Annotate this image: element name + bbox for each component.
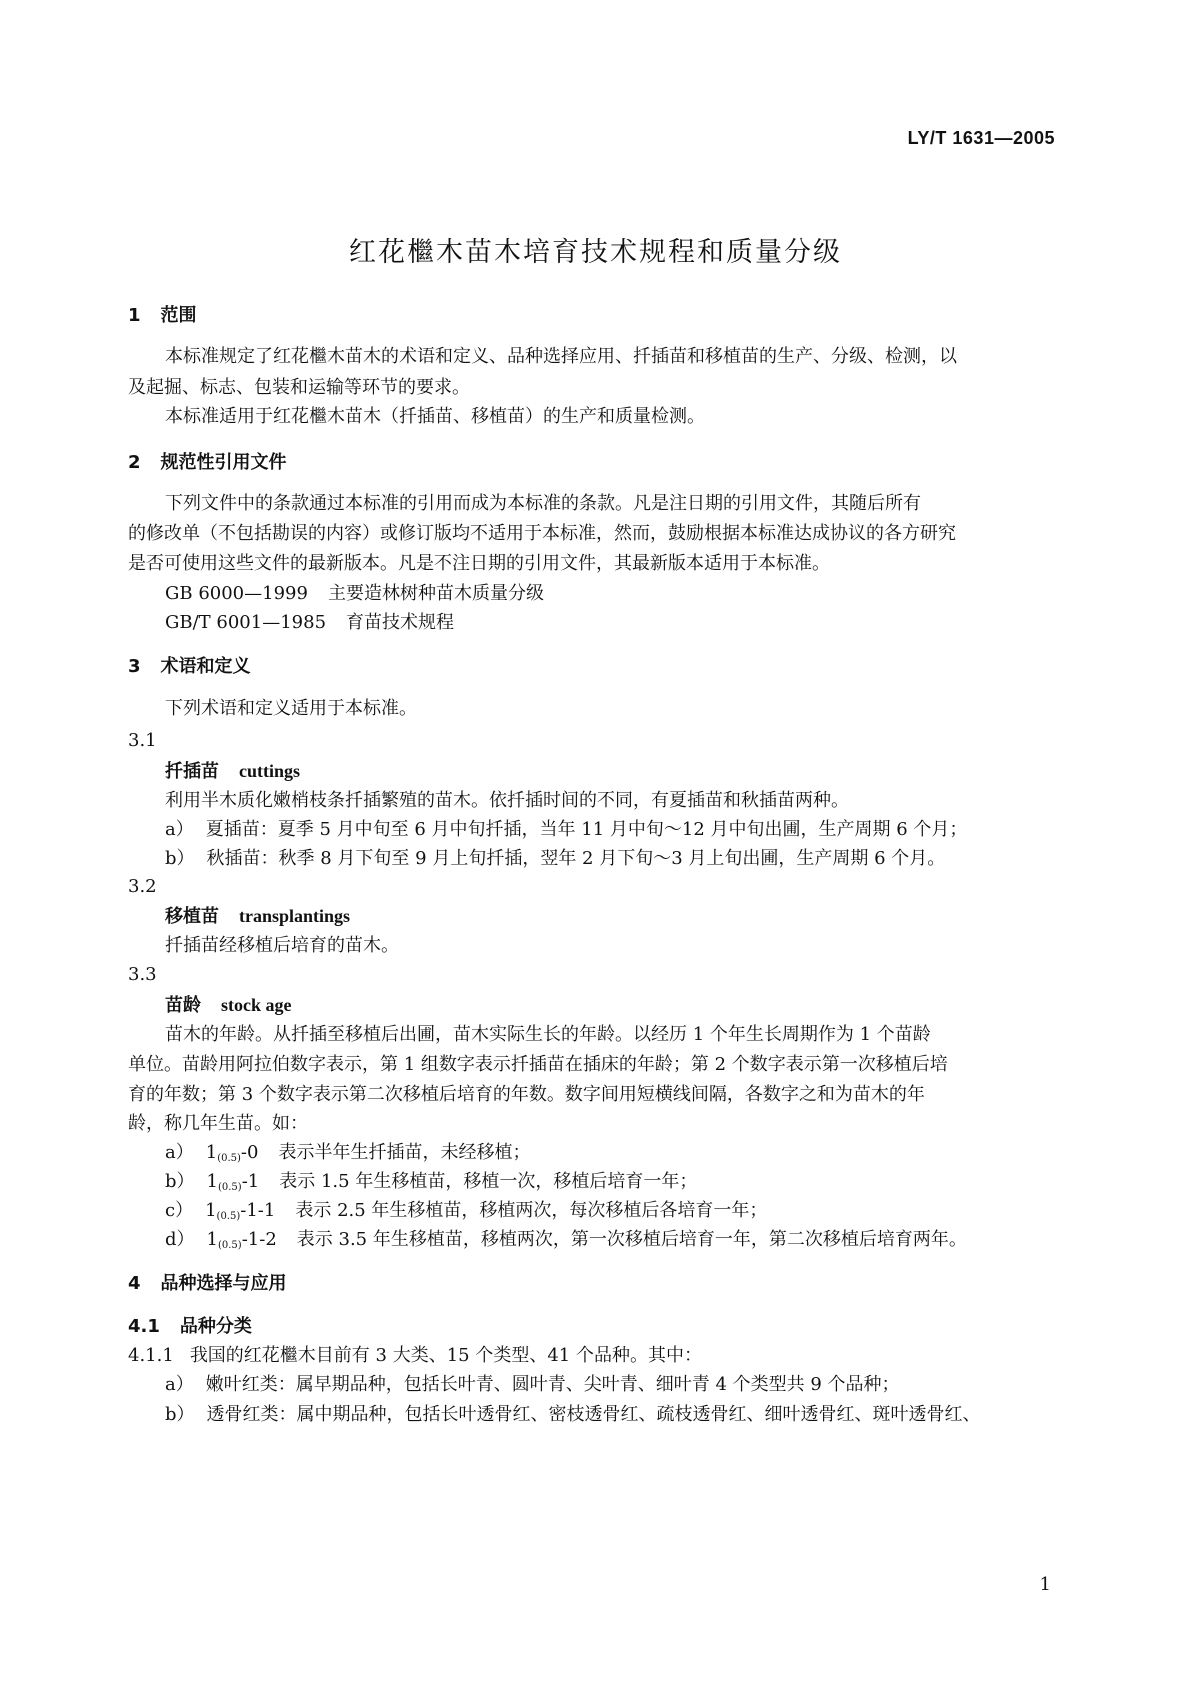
section-3-intro: 下列术语和定义适用于本标准。 — [165, 698, 417, 719]
list-item-text: 表示 1.5 年生移植苗，移植一次，移植后培育一年； — [279, 1171, 698, 1192]
term-3-1-en: cuttings — [239, 761, 301, 781]
section-2-para-line2: 的修改单（不包括勘误的内容）或修订版均不适用于本标准，然而，鼓励根据本标准达成协议的各方研究 — [128, 523, 956, 544]
section-4-heading — [128, 1273, 287, 1295]
stock-age-formula: $1_{(0.5)}-1-2$ — [206, 1229, 277, 1251]
section-3-title: 术语和定义 — [160, 656, 251, 677]
section-2-title: 规范性引用文件 — [160, 452, 287, 473]
reference-code: GB/T 6001—1985 — [165, 612, 327, 633]
section-4-number: 4 — [128, 1273, 141, 1294]
term-3-1-definition: 利用半木质化嫩梢枝条扦插繁殖的苗木。依扦插时间的不同，有夏插苗和秋插苗两种。 — [165, 790, 849, 811]
section-4-1-heading — [128, 1316, 252, 1338]
stock-age-formula: $1_{(0.5)}-0$ — [205, 1142, 259, 1164]
list-item-label: b） — [165, 1404, 195, 1425]
reference-title: 主要造林树种苗木质量分级 — [327, 583, 544, 604]
list-item-text: 透骨红类：属中期品种，包括长叶透骨红、密枝透骨红、疏枝透骨红、细叶透骨红、斑叶透骨红、 — [206, 1404, 981, 1425]
section-2-heading — [128, 452, 287, 474]
section-4-1-number: 4.1 — [128, 1316, 160, 1337]
term-3-2-number: 3.2 — [128, 876, 157, 897]
term-3-3-en: stock age — [221, 995, 292, 1015]
list-item-label: d） — [165, 1229, 195, 1250]
section-2-para-line3: 是否可使用这些文件的最新版本。凡是不注日期的引用文件，其最新版本适用于本标准。 — [128, 553, 830, 574]
section-1-para1-line1: 本标准规定了红花檵木苗木的术语和定义、品种选择应用、扦插苗和移植苗的生产、分级、检测，以 — [165, 346, 957, 367]
reference-item — [165, 583, 544, 605]
section-4-1-1-text: 我国的红花檵木目前有 3 大类、15 个类型、41 个品种。其中： — [189, 1345, 702, 1366]
section-2-para-line1: 下列文件中的条款通过本标准的引用而成为本标准的条款。凡是注日期的引用文件，其随后所有 — [165, 493, 921, 514]
list-item — [165, 1200, 767, 1228]
list-item-text: 嫩叶红类：属早期品种，包括长叶青、圆叶青、尖叶青、细叶青 4 个类型共 9 个品种； — [205, 1374, 900, 1395]
reference-item — [165, 612, 454, 634]
term-3-2-en: transplantings — [239, 906, 351, 926]
section-4-title: 品种选择与应用 — [160, 1273, 287, 1294]
list-item-label: a） — [165, 1374, 194, 1395]
section-1-heading — [128, 305, 197, 327]
term-3-3-number: 3.3 — [128, 964, 157, 985]
term-3-3-heading — [165, 994, 292, 1017]
list-item — [165, 1142, 530, 1170]
page-number: 1 — [1039, 1574, 1051, 1595]
term-3-3-definition-line2: 单位。苗龄用阿拉伯数字表示，第 1 组数字表示扦插苗在插床的年龄；第 2 个数字表示第一次移植后培 — [128, 1054, 948, 1075]
list-item-text: 表示 2.5 年生移植苗，移植两次，每次移植后各培育一年； — [295, 1200, 768, 1221]
section-1-number: 1 — [128, 305, 141, 326]
list-item — [165, 1171, 697, 1199]
reference-code: GB 6000—1999 — [165, 583, 308, 604]
section-4-1-1-number: 4.1.1 — [128, 1345, 174, 1366]
list-item-text: 表示半年生扦插苗，未经移植； — [278, 1142, 531, 1163]
list-item — [165, 1374, 900, 1396]
list-item — [165, 819, 967, 841]
stock-age-formula: $1_{(0.5)}-1-1$ — [205, 1200, 276, 1222]
term-3-3-definition-line4: 龄，称几年生苗。如： — [128, 1113, 308, 1134]
term-3-2-definition: 扦插苗经移植后培育的苗木。 — [165, 935, 399, 956]
term-3-3-definition-line3: 育的年数；第 3 个数字表示第二次移植后培育的年数。数字间用短横线间隔，各数字之和为苗木的年 — [128, 1084, 925, 1105]
term-3-3-cn: 苗龄 — [165, 995, 201, 1016]
section-1-para2: 本标准适用于红花檵木苗木（扦插苗、移植苗）的生产和质量检测。 — [165, 406, 705, 427]
list-item — [165, 848, 945, 870]
list-item-text: 表示 3.5 年生移植苗，移植两次，第一次移植后培育一年，第二次移植后培育两年。 — [296, 1229, 967, 1250]
standard-code: LY/T 1631—2005 — [907, 128, 1055, 148]
list-item-label: c） — [165, 1200, 194, 1221]
list-item-label: a） — [165, 1142, 194, 1163]
term-3-2-cn: 移植苗 — [165, 906, 219, 927]
term-3-2-heading — [165, 905, 350, 928]
section-1-title: 范围 — [160, 305, 197, 326]
list-item-text: 夏插苗：夏季 5 月中旬至 6 月中旬扦插，当年 11 月中旬～12 月中旬出圃，生产周期 6 个月； — [205, 819, 968, 840]
term-3-1-cn: 扦插苗 — [165, 761, 219, 782]
section-3-heading — [128, 656, 251, 678]
list-item-text: 秋插苗：秋季 8 月下旬至 9 月上旬扦插，翌年 2 月下旬～3 月上旬出圃，生产周期 6 个月。 — [206, 848, 946, 869]
term-3-3-definition-line1: 苗木的年龄。从扦插至移植后出圃，苗木实际生长的年龄。以经历 1 个年生长周期作为 1 个苗龄 — [165, 1024, 931, 1045]
list-item-label: a） — [165, 819, 194, 840]
term-3-1-heading — [165, 760, 300, 783]
list-item-label: b） — [165, 848, 195, 869]
stock-age-formula: $1_{(0.5)}-1$ — [206, 1171, 260, 1193]
term-3-1-number: 3.1 — [128, 730, 157, 751]
list-item-label: b） — [165, 1171, 195, 1192]
section-1-para1-line2: 及起掘、标志、包装和运输等环节的要求。 — [128, 377, 470, 398]
list-item — [165, 1404, 981, 1426]
section-4-1-1 — [128, 1345, 702, 1367]
page-title: 红花檵木苗木培育技术规程和质量分级 — [349, 237, 842, 268]
reference-title: 育苗技术规程 — [346, 612, 455, 633]
list-item — [165, 1229, 967, 1257]
section-3-number: 3 — [128, 656, 141, 677]
section-4-1-title: 品种分类 — [179, 1316, 252, 1337]
section-2-number: 2 — [128, 452, 141, 473]
